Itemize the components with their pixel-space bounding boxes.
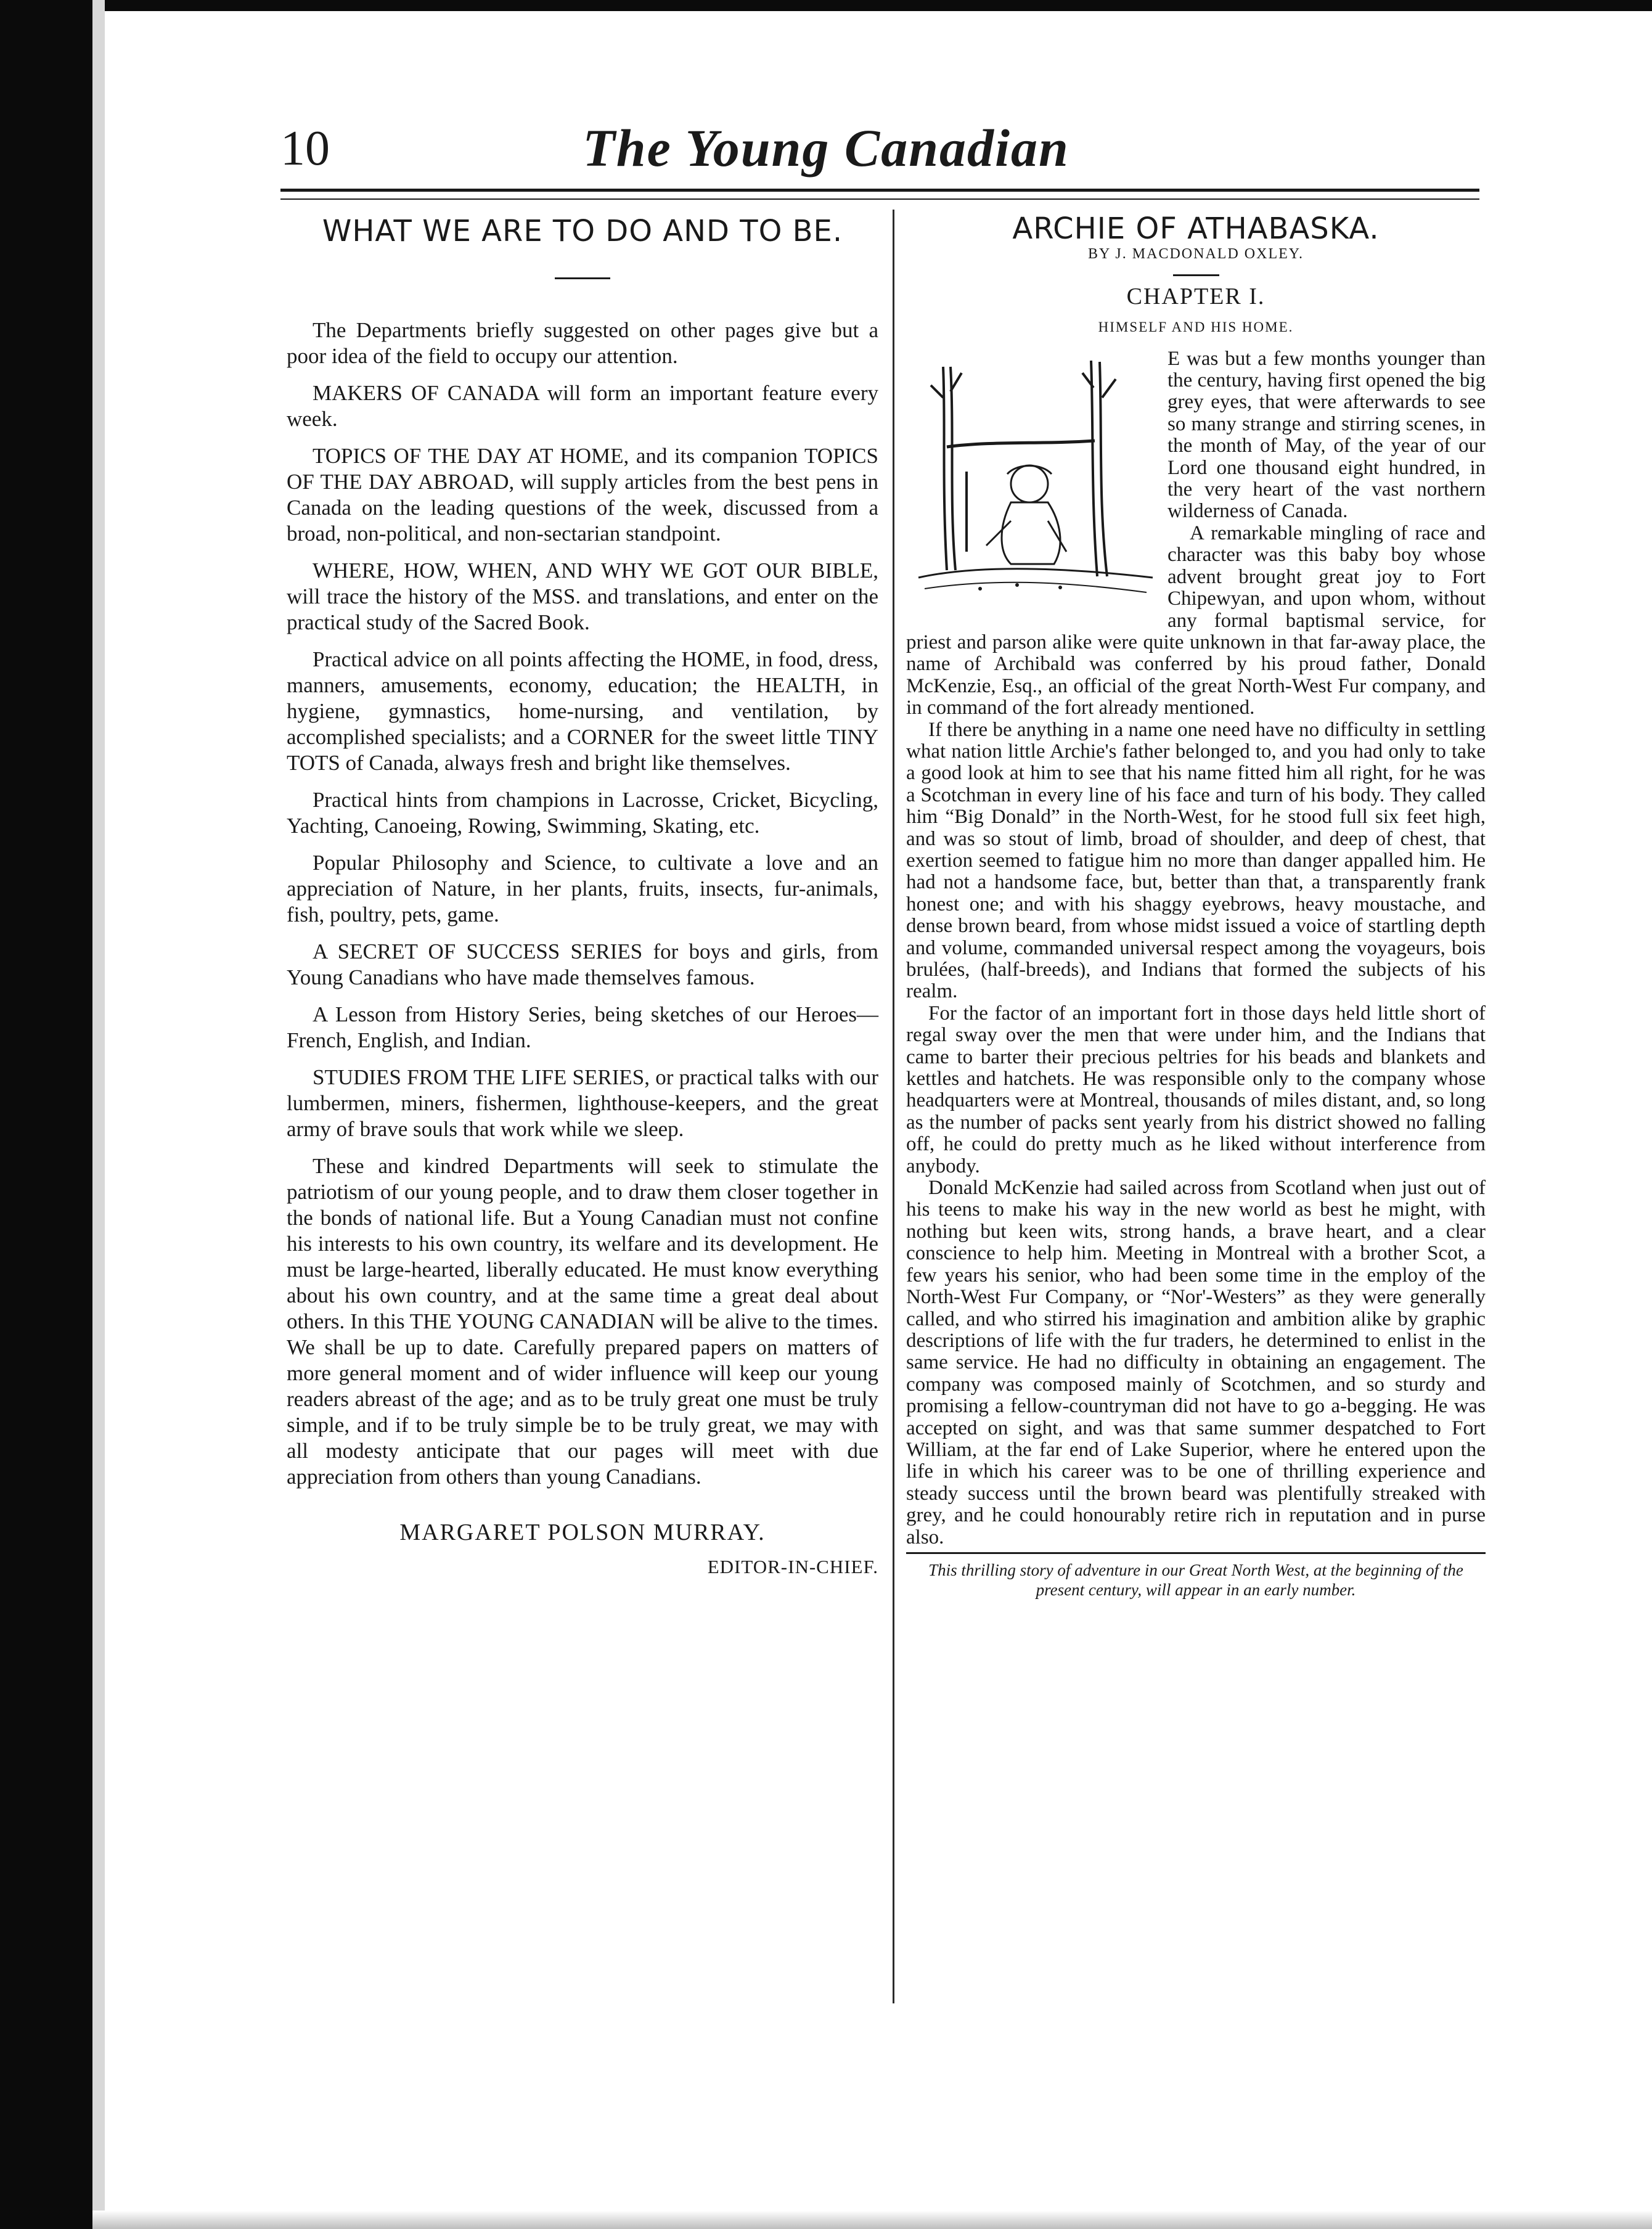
header-rule-thin (280, 198, 1479, 200)
story-paragraph: A remarkable mingling of race and character was this baby boy whose advent brought great joy to Fort Chipewyan, and upon whom, without any formal baptismal service, for priest and parson alike were quite unknown in that far-away place, the name of Archibald was conferred by his proud father, Donald McKenzie, Esq., an official of the great North-West Fur company, and in command of the fort already mentioned. (906, 521, 1486, 719)
left-article-title: WHAT WE ARE TO DO AND TO BE. (322, 214, 843, 248)
page-number: 10 (280, 121, 330, 176)
drop-cap-illustration (906, 348, 1158, 615)
paragraph: TOPICS OF THE DAY AT HOME, and its companion TOPICS OF THE DAY ABROAD, will supply articles from the best pens in Canada on the leading questions of the week, discussed from a broad, non-political, and non-sectarian standpoint. (287, 444, 878, 546)
right-column (906, 211, 1486, 1600)
byline-rule (1173, 274, 1219, 276)
chapter-subtitle: HIMSELF AND HIS HOME. (1098, 319, 1294, 335)
paragraph: A SECRET OF SUCCESS SERIES for boys and girls, from Young Canadians who have made themselves famous. (287, 939, 878, 989)
chapter-heading: CHAPTER I. (1126, 283, 1266, 309)
story-paragraph: If there be anything in a name one need have no difficulty in settling what nation little Archie's father belonged to, and you had only to take a good look at him to see that his name fitted him all right, for he was a Scotchman in every line of his face and turn of his body. They called him “Big Donald” in the North-West, for he stood full six feet high, and was so stout of limb, broad of shoulder, and deep of chest, that exertion seemed to fatigue him no more than danger appalled him. He had not a handsome face, but, better than that, a transparently frank honest one; and with his shaggy eyebrows, heavy moustache, and dense brown beard, from whose midst issued a voice of startling depth and volume, commanded universal respect among the voyageurs, bois brulées, (half-breeds), and Indians that formed the subjects of his realm. (906, 718, 1486, 1003)
title-rule (555, 277, 610, 279)
paragraph: The Departments briefly suggested on other pages give but a poor idea of the field to occupy our attention. (287, 318, 878, 368)
story-paragraph: Donald McKenzie had sailed across from Scotland when just out of his teens to make his way in the new world as best he might, with nothing but keen wits, strong hands, a brave heart, and a clear conscience to help him. Meeting in Montreal with a brother Scot, a few years his senior, who had been some time in the employ of the North-West Fur Company, or “Nor'-Westers” as they were generally called, and who stirred his imagination and ambition alike by graphic descriptions of life with the fur traders, he determined to enlist in the same service. He had no difficulty in obtaining an engagement. The company was composed mainly of Scotchmen, and so sturdy and promising a fellow-countryman did not have to go a-begging. He was accepted on sight, and was that same summer despatched to Fort William, at the far end of Lake Superior, where he entered upon the life in which his career was to be one of thrilling experience and steady success until the brown beard was plentifully streaked with grey, and he could honourably retire rich in reputation and in purse also. (906, 1177, 1486, 1548)
paragraph: Practical advice on all points affecting the HOME, in food, dress, manners, amusements, economy, education; the HEALTH, in hygiene, gymnastics, home-nursing, and ventilation, by accomplished specialists; and a CORNER for the sweet little TINY TOTS of Canada, always fresh and bright like themselves. (287, 647, 878, 775)
paragraph: Practical hints from champions in Lacrosse, Cricket, Bicycling, Yachting, Canoeing, Rowing, Swimming, Skating, etc. (287, 788, 878, 838)
column-divider (893, 210, 894, 2003)
scan-edge-bottom (92, 2211, 1652, 2229)
paragraph: WHERE, HOW, WHEN, AND WHY WE GOT OUR BIBLE, will trace the history of the MSS. and translations, and enter on the practical study of the Sacred Book. (287, 558, 878, 634)
right-article-title: ARCHIE OF ATHABASKA. (1012, 211, 1380, 246)
paragraph: A Lesson from History Series, being sketches of our Heroes—French, English, and Indian. (287, 1002, 878, 1052)
header-rule-thick (280, 189, 1479, 192)
story-footnote: This thrilling story of adventure in our Great North West, at the beginning of the present century, will appear in an early number. (928, 1560, 1463, 1599)
author-title: EDITOR-IN-CHIEF. (707, 1556, 878, 1577)
author-signature: MARGARET POLSON MURRAY. (399, 1519, 766, 1545)
story-paragraph: E was but a few months younger than the century, having first opened the big grey eyes, that were afterwards to see so many strange and stirring scenes, in the month of May, of the year of our Lord one thousand eight hundred, in the very heart of the vast northern wilderness of Canada. (1167, 347, 1486, 523)
byline: BY J. MACDONALD OXLEY. (1087, 246, 1304, 263)
scan-edge-shadow (92, 0, 105, 2229)
seated-figure (986, 465, 1066, 564)
paragraph: MAKERS OF CANADA will form an important feature every week. (287, 381, 878, 431)
scan-edge-left (0, 0, 92, 2229)
left-column (287, 216, 878, 1580)
paragraph: STUDIES FROM THE LIFE SERIES, or practical talks with our lumbermen, miners, fishermen, lighthouse-keepers, and the great army of brave souls that work while we sleep. (287, 1065, 878, 1141)
scan-edge-top (0, 0, 1652, 11)
story-end-rule (906, 1552, 1486, 1554)
story-paragraph: For the factor of an important fort in those days held little short of regal sway over the men that were under him, and the Indians that came to barter their precious peltries for his beads and blankets and kettles and hatchets. He was responsible only to the company whose headquarters were at Montreal, thousands of miles distant, and, so long as the number of packs sent yearly from his district showed no falling off, he could do pretty much as he liked without interference from anybody. (906, 1002, 1486, 1177)
masthead-title: The Young Canadian (583, 118, 1069, 178)
paragraph: These and kindred Departments will seek to stimulate the patriotism of our young people, and to draw them closer together in the bonds of national life. But a Young Canadian must not confine his interests to his own country, its welfare and its development. He must be large-hearted, liberally educated. He must know everything about his own country, and at the same time a great deal about others. In this THE YOUNG CANADIAN will be alive to the times. We shall be up to date. Carefully prepared papers on matters of more general moment and of wider influence will keep our young readers abreast of the age; and as to be truly great one must be truly simple, and if to be truly simple be to be truly great, we may with all modesty anticipate that our pages will meet with due appreciation from others than young Canadians. (287, 1154, 878, 1489)
paragraph: Popular Philosophy and Science, to cultivate a love and an appreciation of Nature, in her plants, fruits, insects, fur-animals, fish, poultry, pets, game. (287, 851, 878, 926)
